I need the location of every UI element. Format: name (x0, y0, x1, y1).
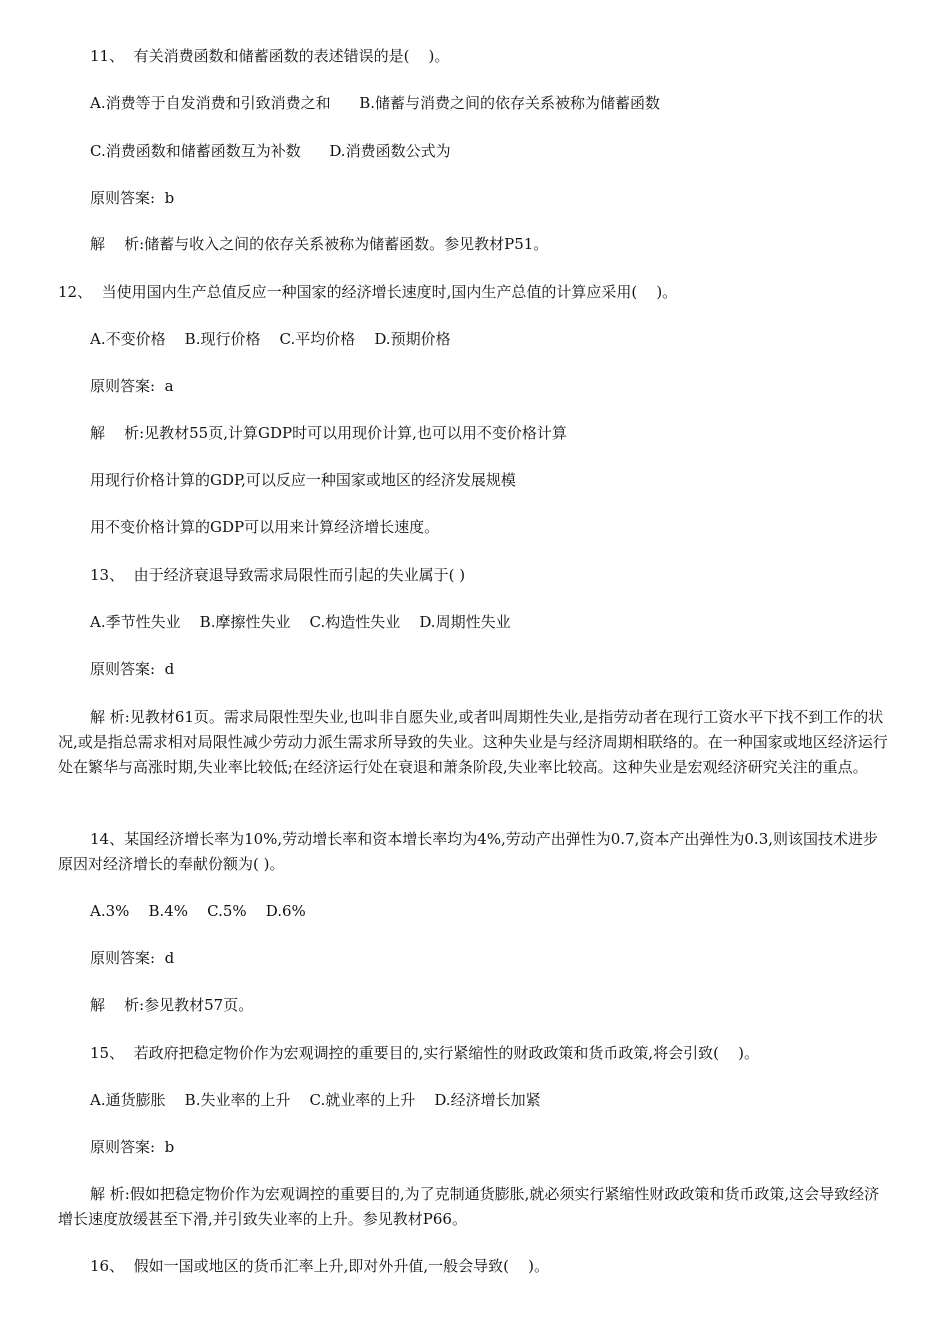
question-13-explanation: 解 析:见教材61页。需求局限性型失业,也叫非自愿失业,或者叫周期性失业,是指劳动者在现行工资水平下找不到工作的状况,或是指总需求相对局限性减少劳动力派生需求所导致的失业。这种失业是与经济周期相联络的。在一种国家或地区经济运行处在繁华与高涨时期,失业率比较低;在经济运行处在衰退和萧条阶段,失业率比较高。这种失业是宏观经济研究关注的重点。 (58, 708, 888, 776)
question-13-answer: 原则答案: d (90, 660, 175, 678)
question-11-answer: 原则答案: b (90, 189, 175, 207)
question-11-explanation: 解 析:储蓄与收入之间的依存关系被称为储蓄函数。参见教材P51。 (90, 235, 549, 253)
question-15-options: A.通货膨胀 B.失业率的上升 C.就业率的上升 D.经济增长加紧 (90, 1091, 541, 1109)
question-12-explanation-2: 用现行价格计算的GDP,可以反应一种国家或地区的经济发展规模 (90, 471, 516, 489)
question-12-explanation-1: 解 析:见教材55页,计算GDP时可以用现价计算,也可以用不变价格计算 (90, 424, 567, 442)
question-15-explanation: 解 析:假如把稳定物价作为宏观调控的重要目的,为了克制通货膨胀,就必须实行紧缩性财政政策和货币政策,这会导致经济增长速度放缓甚至下滑,并引致失业率的上升。参见教材P66。 (58, 1185, 880, 1228)
question-12-explanation-3: 用不变价格计算的GDP可以用来计算经济增长速度。 (90, 518, 440, 536)
question-15-answer: 原则答案: b (90, 1138, 175, 1156)
question-14-explanation: 解 析:参见教材57页。 (90, 996, 254, 1014)
question-14: 14、某国经济增长率为10%,劳动增长率和资本增长率均为4%,劳动产出弹性为0.7,资本产出弹性为0.3,则该国技术进步原因对经济增长的奉献份额为( )。 (58, 830, 879, 873)
question-14-options: A.3% B.4% C.5% D.6% (90, 902, 306, 920)
question-13-options: A.季节性失业 B.摩擦性失业 C.构造性失业 D.周期性失业 (90, 613, 511, 631)
question-16: 16、 假如一国或地区的货币汇率上升,即对外升值,一般会导致( )。 (90, 1257, 549, 1275)
question-11-options-ab: A.消费等于自发消费和引致消费之和 B.储蓄与消费之间的依存关系被称为储蓄函数 (90, 94, 661, 112)
question-12-options: A.不变价格 B.现行价格 C.平均价格 D.预期价格 (90, 330, 451, 348)
question-13: 13、 由于经济衰退导致需求局限性而引起的失业属于( ) (90, 566, 466, 584)
question-11-options-cd: C.消费函数和储蓄函数互为补数 D.消费函数公式为 (90, 142, 451, 160)
question-11: 11、 有关消费函数和储蓄函数的表述错误的是( )。 (90, 47, 450, 65)
question-14-answer: 原则答案: d (90, 949, 175, 967)
question-15: 15、 若政府把稳定物价作为宏观调控的重要目的,实行紧缩性的财政政策和货币政策,将会引致( )。 (90, 1044, 759, 1062)
question-12-answer: 原则答案: a (90, 377, 174, 395)
question-12: 12、 当使用国内生产总值反应一种国家的经济增长速度时,国内生产总值的计算应采用( )。 (58, 283, 678, 301)
